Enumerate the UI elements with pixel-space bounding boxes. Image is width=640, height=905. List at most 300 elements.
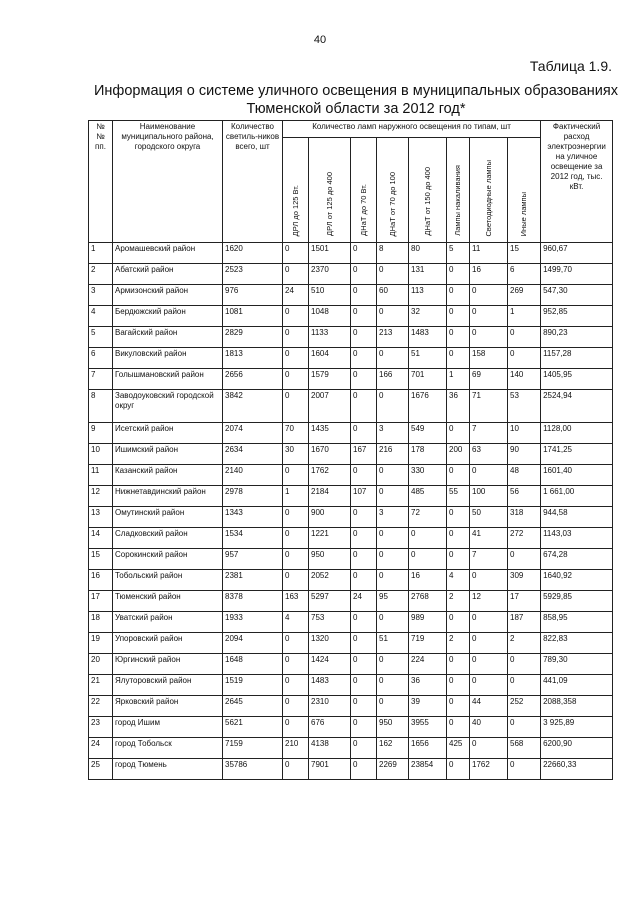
row-lamp-count: 63 [470,444,508,465]
row-energy-consumption: 1640,92 [541,570,613,591]
row-lamp-count: 4138 [309,738,351,759]
table-row [89,444,613,465]
table-row [89,612,613,633]
row-lamp-count: 0 [351,612,377,633]
table-row [89,486,613,507]
row-lamp-count: 0 [447,654,470,675]
row-energy-consumption: 6200,90 [541,738,613,759]
row-number: 6 [89,348,113,369]
row-lamp-count: 0 [351,528,377,549]
row-energy-consumption: 2088,358 [541,696,613,717]
row-lamp-count: 0 [283,507,309,528]
row-lamp-count: 4 [447,570,470,591]
header-lamp-type: ДНаТ до 70 Вт. [351,138,377,243]
row-number: 13 [89,507,113,528]
row-number: 4 [89,306,113,327]
row-municipality: город Тюмень [113,759,223,780]
row-lamp-count: 30 [283,444,309,465]
row-lamp-count: 70 [283,423,309,444]
row-energy-consumption: 952,85 [541,306,613,327]
row-lamp-count: 1320 [309,633,351,654]
row-number: 19 [89,633,113,654]
row-lamp-count: 0 [447,528,470,549]
table-row [89,549,613,570]
row-total-fixtures: 1620 [223,243,283,264]
row-total-fixtures: 2645 [223,696,283,717]
row-lamp-count: 0 [447,549,470,570]
row-lamp-count: 162 [377,738,409,759]
row-energy-consumption: 1157,28 [541,348,613,369]
row-lamp-count: 113 [409,285,447,306]
row-lamp-count: 167 [351,444,377,465]
row-number: 16 [89,570,113,591]
row-lamp-count: 989 [409,612,447,633]
row-municipality: город Тобольск [113,738,223,759]
row-lamp-count: 0 [351,243,377,264]
row-municipality: Тюменский район [113,591,223,612]
row-lamp-count: 318 [508,507,541,528]
row-lamp-count: 0 [283,528,309,549]
header-lamp-type: ДНаТ от 70 до 100 [377,138,409,243]
row-lamp-count: 2 [508,633,541,654]
header-lamp-type: Светодиодные лампы [470,138,508,243]
row-lamp-count: 0 [351,675,377,696]
row-lamp-count: 0 [447,285,470,306]
row-lamp-count: 140 [508,369,541,390]
row-number: 10 [89,444,113,465]
row-lamp-count: 0 [447,717,470,738]
row-lamp-count: 425 [447,738,470,759]
table-row [89,369,613,390]
row-lamp-count: 41 [470,528,508,549]
row-energy-consumption: 822,83 [541,633,613,654]
row-lamp-count: 210 [283,738,309,759]
row-lamp-count: 69 [470,369,508,390]
row-lamp-count: 0 [283,759,309,780]
table-row [89,423,613,444]
row-energy-consumption: 547,30 [541,285,613,306]
row-lamp-count: 0 [283,243,309,264]
table-row [89,717,613,738]
row-lamp-count: 3 [377,423,409,444]
row-lamp-count: 950 [309,549,351,570]
row-lamp-count: 0 [351,264,377,285]
row-lamp-count: 0 [351,570,377,591]
row-lamp-count: 0 [377,486,409,507]
row-total-fixtures: 1933 [223,612,283,633]
row-lamp-count: 7901 [309,759,351,780]
row-lamp-count: 0 [508,327,541,348]
row-municipality: Ярковский район [113,696,223,717]
row-lamp-count: 1 [283,486,309,507]
row-number: 11 [89,465,113,486]
row-lamp-count: 0 [351,507,377,528]
row-total-fixtures: 957 [223,549,283,570]
row-municipality: Армизонский район [113,285,223,306]
row-total-fixtures: 1813 [223,348,283,369]
row-lamp-count: 0 [283,264,309,285]
row-total-fixtures: 2523 [223,264,283,285]
row-energy-consumption: 3 925,89 [541,717,613,738]
row-lamp-count: 0 [377,465,409,486]
row-total-fixtures: 7159 [223,738,283,759]
row-municipality: Голышмановский район [113,369,223,390]
row-lamp-count: 0 [377,612,409,633]
title-line-2: Тюменской области за 2012 год* [246,101,466,117]
row-municipality: Упоровский район [113,633,223,654]
row-lamp-count: 1501 [309,243,351,264]
table-label: Таблица 1.9. [529,58,612,74]
row-lamp-count: 71 [470,390,508,423]
row-lamp-count: 2 [447,633,470,654]
row-lamp-count: 0 [470,675,508,696]
row-lamp-count: 0 [447,759,470,780]
row-lamp-count: 224 [409,654,447,675]
row-lamp-count: 2052 [309,570,351,591]
table-body [89,243,613,780]
row-energy-consumption: 22660,33 [541,759,613,780]
row-lamp-count: 0 [470,570,508,591]
row-lamp-count: 0 [470,285,508,306]
row-total-fixtures: 2829 [223,327,283,348]
row-municipality: Вагайский район [113,327,223,348]
table-row [89,759,613,780]
row-total-fixtures: 976 [223,285,283,306]
page-number: 40 [313,34,327,46]
row-lamp-count: 0 [377,696,409,717]
row-lamp-count: 0 [409,528,447,549]
row-municipality: Ялуторовский район [113,675,223,696]
row-number: 7 [89,369,113,390]
row-number: 24 [89,738,113,759]
row-lamp-count: 0 [283,549,309,570]
row-total-fixtures: 8378 [223,591,283,612]
row-lamp-count: 17 [508,591,541,612]
row-total-fixtures: 5621 [223,717,283,738]
row-total-fixtures: 2381 [223,570,283,591]
row-lamp-count: 0 [351,717,377,738]
row-number: 3 [89,285,113,306]
row-lamp-count: 7 [470,423,508,444]
row-number: 12 [89,486,113,507]
row-lamp-count: 0 [377,348,409,369]
row-lamp-count: 0 [351,759,377,780]
row-lamp-count: 0 [283,633,309,654]
row-municipality: Исетский район [113,423,223,444]
row-lamp-count: 213 [377,327,409,348]
row-lamp-count: 0 [351,306,377,327]
row-lamp-count: 24 [283,285,309,306]
header-lamp-type: Иные лампы [508,138,541,243]
row-lamp-count: 1424 [309,654,351,675]
row-number: 17 [89,591,113,612]
row-lamp-count: 0 [283,348,309,369]
row-lamp-count: 0 [447,264,470,285]
row-total-fixtures: 1343 [223,507,283,528]
row-lamp-count: 51 [377,633,409,654]
row-municipality: город Ишим [113,717,223,738]
row-lamp-count: 53 [508,390,541,423]
row-lamp-count: 0 [470,633,508,654]
row-number: 5 [89,327,113,348]
row-lamp-count: 0 [447,612,470,633]
row-lamp-count: 330 [409,465,447,486]
row-lamp-count: 0 [283,369,309,390]
row-lamp-count: 0 [351,327,377,348]
row-lamp-count: 1670 [309,444,351,465]
row-lamp-count: 3955 [409,717,447,738]
row-lamp-count: 44 [470,696,508,717]
row-lamp-count: 0 [283,654,309,675]
row-lamp-count: 0 [377,654,409,675]
row-lamp-count: 4 [283,612,309,633]
row-municipality: Абатский район [113,264,223,285]
row-lamp-count: 2184 [309,486,351,507]
row-municipality: Сорокинский район [113,549,223,570]
table-row [89,348,613,369]
table-row [89,738,613,759]
row-lamp-count: 0 [351,738,377,759]
row-energy-consumption: 858,95 [541,612,613,633]
row-lamp-count: 48 [508,465,541,486]
row-lamp-count: 0 [447,306,470,327]
row-lamp-count: 60 [377,285,409,306]
row-lamp-count: 166 [377,369,409,390]
row-lamp-count: 0 [283,390,309,423]
header-lamp-type: Лампы накаливания [447,138,470,243]
row-lamp-count: 0 [283,717,309,738]
row-lamp-count: 3 [377,507,409,528]
row-lamp-count: 0 [351,696,377,717]
row-energy-consumption: 674,28 [541,549,613,570]
row-energy-consumption: 1741,25 [541,444,613,465]
row-lamp-count: 2768 [409,591,447,612]
table-row [89,507,613,528]
row-lamp-count: 485 [409,486,447,507]
row-lamp-count: 6 [508,264,541,285]
row-number: 14 [89,528,113,549]
row-total-fixtures: 2634 [223,444,283,465]
row-lamp-count: 2370 [309,264,351,285]
row-municipality: Бердюжский район [113,306,223,327]
row-lamp-count: 0 [283,675,309,696]
row-total-fixtures: 1519 [223,675,283,696]
row-lamp-count: 1483 [409,327,447,348]
header-lamp-type: ДРЛ до 125 Вт. [283,138,309,243]
table-row [89,696,613,717]
table-row [89,591,613,612]
table-head [89,121,613,243]
row-total-fixtures: 2656 [223,369,283,390]
header-fact: Фактический расход электроэнергии на уличное освещение за 2012 год, тыс. кВт. [541,121,613,243]
row-lamp-count: 0 [470,306,508,327]
row-lamp-count: 0 [377,264,409,285]
row-lamp-count: 1762 [470,759,508,780]
row-lamp-count: 0 [447,423,470,444]
row-lamp-count: 0 [508,348,541,369]
row-lamp-count: 0 [351,633,377,654]
row-lamp-count: 1604 [309,348,351,369]
row-lamp-count: 701 [409,369,447,390]
row-energy-consumption: 1499,70 [541,264,613,285]
row-lamp-count: 187 [508,612,541,633]
row-lamp-count: 12 [470,591,508,612]
row-lamp-count: 0 [470,654,508,675]
row-lamp-count: 719 [409,633,447,654]
row-lamp-count: 0 [283,306,309,327]
row-total-fixtures: 2978 [223,486,283,507]
row-number: 15 [89,549,113,570]
row-municipality: Сладковский район [113,528,223,549]
row-lamp-count: 2 [447,591,470,612]
title-line-1: Информация о системе уличного освещения в муниципальных образованиях [94,83,618,99]
row-number: 8 [89,390,113,423]
row-lamp-count: 163 [283,591,309,612]
row-energy-consumption: 1128,00 [541,423,613,444]
row-lamp-count: 0 [470,327,508,348]
row-lamp-count: 0 [447,465,470,486]
row-lamp-count: 1579 [309,369,351,390]
document-title [88,82,624,118]
row-lamp-count: 0 [508,675,541,696]
row-lamp-count: 32 [409,306,447,327]
row-lamp-count: 5 [447,243,470,264]
row-energy-consumption: 789,30 [541,654,613,675]
row-lamp-count: 1435 [309,423,351,444]
row-lamp-count: 0 [377,528,409,549]
row-lamp-count: 0 [470,612,508,633]
table-row [89,243,613,264]
row-lamp-count: 269 [508,285,541,306]
row-municipality: Тобольский район [113,570,223,591]
row-lamp-count: 7 [470,549,508,570]
row-lamp-count: 0 [351,465,377,486]
row-energy-consumption: 1 661,00 [541,486,613,507]
row-lamp-count: 549 [409,423,447,444]
row-lamp-count: 80 [409,243,447,264]
row-energy-consumption: 890,23 [541,327,613,348]
row-lamp-count: 16 [470,264,508,285]
row-lamp-count: 56 [508,486,541,507]
table-row [89,327,613,348]
row-lamp-count: 36 [409,675,447,696]
row-number: 20 [89,654,113,675]
row-number: 18 [89,612,113,633]
row-lamp-count: 309 [508,570,541,591]
table-row [89,306,613,327]
row-energy-consumption: 944,58 [541,507,613,528]
row-lamp-count: 40 [470,717,508,738]
row-lamp-count: 0 [283,465,309,486]
header-count: Количество светиль-ников всего, шт [223,121,283,243]
row-total-fixtures: 2074 [223,423,283,444]
row-lamp-count: 0 [508,549,541,570]
row-lamp-count: 39 [409,696,447,717]
row-energy-consumption: 960,67 [541,243,613,264]
row-lamp-count: 252 [508,696,541,717]
row-lamp-count: 0 [351,549,377,570]
row-lamp-count: 2310 [309,696,351,717]
row-lamp-count: 72 [409,507,447,528]
row-lamp-count: 216 [377,444,409,465]
table-row [89,654,613,675]
row-number: 1 [89,243,113,264]
row-lamp-count: 0 [409,549,447,570]
row-lamp-count: 131 [409,264,447,285]
row-lamp-count: 0 [447,327,470,348]
row-lamp-count: 1 [508,306,541,327]
row-municipality: Юргинский район [113,654,223,675]
row-lamp-count: 0 [377,675,409,696]
row-total-fixtures: 1534 [223,528,283,549]
row-lamp-count: 1133 [309,327,351,348]
row-lamp-count: 753 [309,612,351,633]
row-number: 9 [89,423,113,444]
row-lamp-count: 0 [377,570,409,591]
row-lamp-count: 510 [309,285,351,306]
row-lamp-count: 0 [470,738,508,759]
row-municipality: Заводоуковский городской округ [113,390,223,423]
row-lamp-count: 11 [470,243,508,264]
row-municipality: Нижнетавдинский район [113,486,223,507]
lighting-table [88,120,613,780]
row-total-fixtures: 3842 [223,390,283,423]
row-lamp-count: 950 [377,717,409,738]
row-lamp-count: 36 [447,390,470,423]
row-lamp-count: 0 [283,696,309,717]
row-lamp-count: 0 [508,717,541,738]
table-row [89,264,613,285]
row-total-fixtures: 2140 [223,465,283,486]
row-municipality: Уватский район [113,612,223,633]
header-lamp-type: ДНаТ от 150 до 400 [409,138,447,243]
row-lamp-count: 1676 [409,390,447,423]
row-lamp-count: 0 [283,570,309,591]
row-lamp-count: 1656 [409,738,447,759]
row-lamp-count: 0 [470,465,508,486]
row-lamp-count: 272 [508,528,541,549]
table-row [89,633,613,654]
row-lamp-count: 55 [447,486,470,507]
row-lamp-count: 0 [447,675,470,696]
table-row [89,285,613,306]
row-lamp-count: 100 [470,486,508,507]
row-lamp-count: 158 [470,348,508,369]
row-energy-consumption: 1405,95 [541,369,613,390]
row-lamp-count: 2007 [309,390,351,423]
row-lamp-count: 24 [351,591,377,612]
row-lamp-count: 90 [508,444,541,465]
row-number: 23 [89,717,113,738]
row-number: 25 [89,759,113,780]
row-lamp-count: 1483 [309,675,351,696]
row-lamp-count: 0 [508,759,541,780]
row-lamp-count: 10 [508,423,541,444]
row-lamp-count: 676 [309,717,351,738]
table-row [89,390,613,423]
row-lamp-count: 178 [409,444,447,465]
row-lamp-count: 0 [351,423,377,444]
row-lamp-count: 1221 [309,528,351,549]
row-lamp-count: 8 [377,243,409,264]
row-lamp-count: 5297 [309,591,351,612]
row-lamp-count: 0 [377,390,409,423]
row-lamp-count: 50 [470,507,508,528]
row-lamp-count: 0 [351,654,377,675]
row-lamp-count: 0 [283,327,309,348]
row-total-fixtures: 1648 [223,654,283,675]
row-municipality: Викуловский район [113,348,223,369]
